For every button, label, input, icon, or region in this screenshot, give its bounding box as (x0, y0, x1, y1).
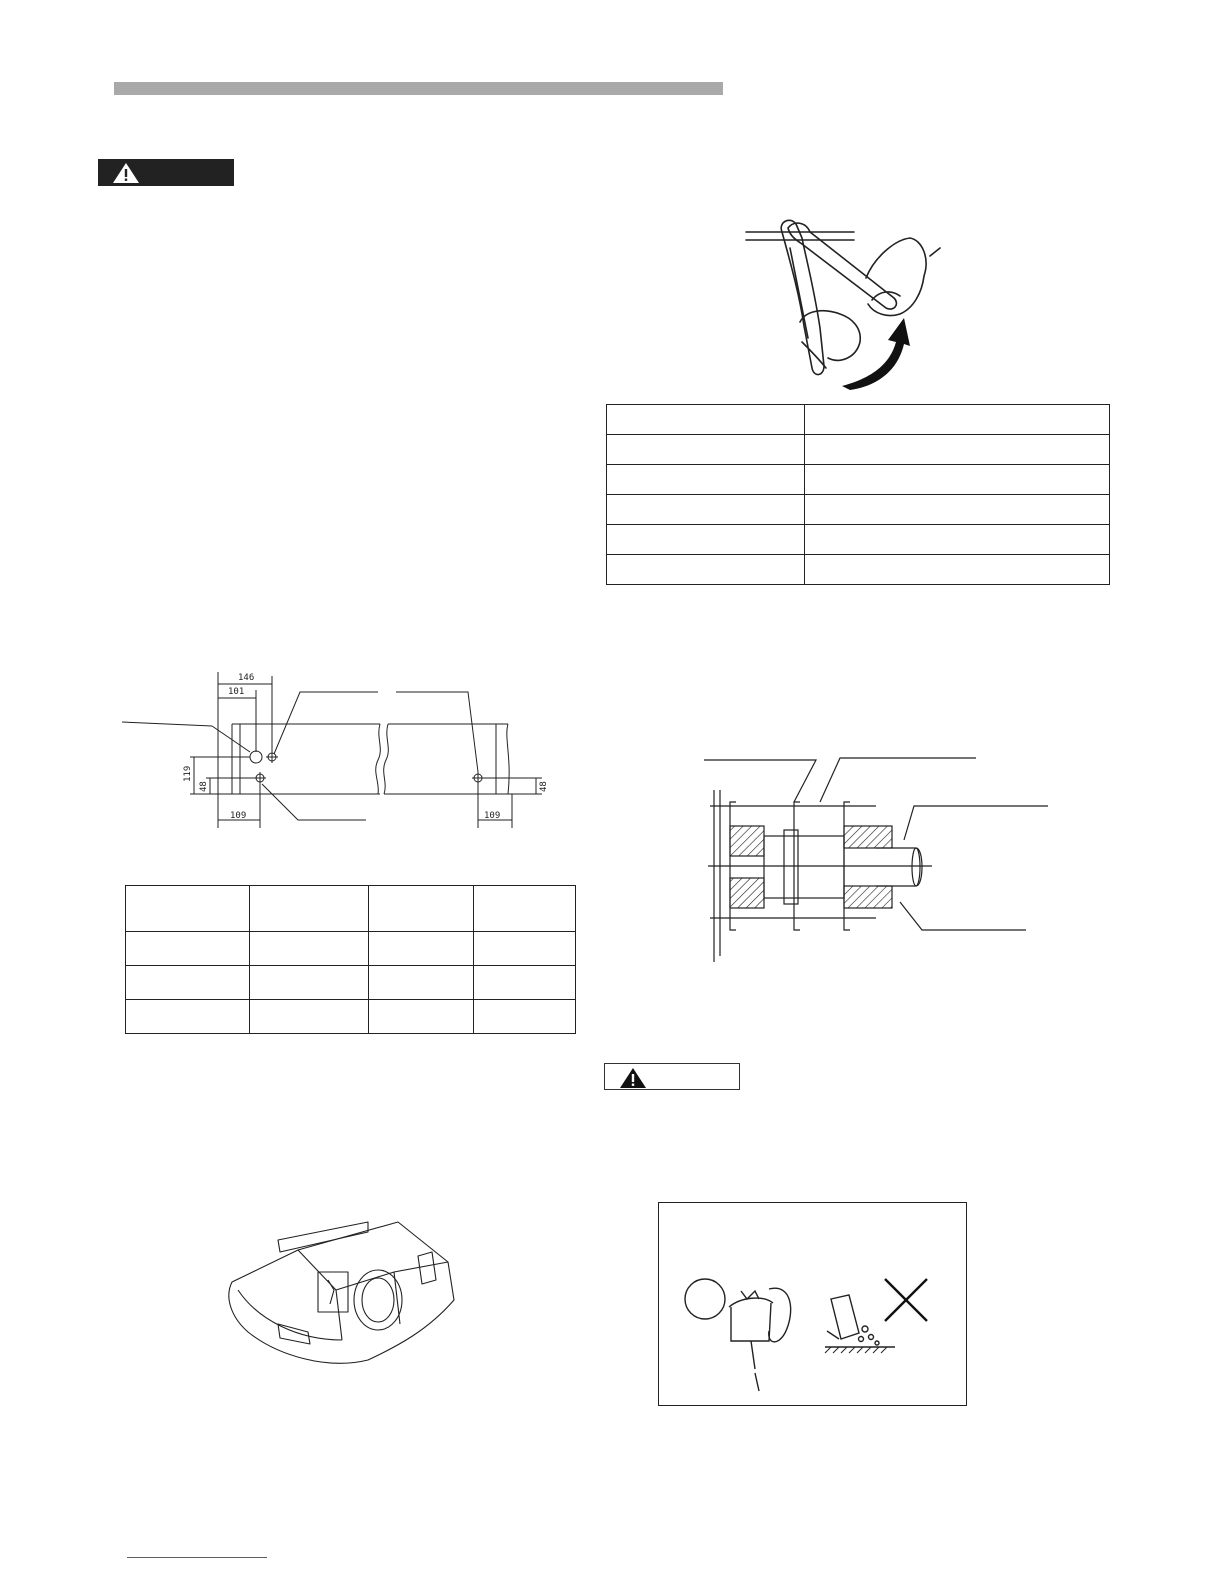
table-cell (250, 932, 369, 966)
dimension-109-right: 109 (484, 811, 501, 821)
table-row (126, 932, 576, 966)
indoor-unit-illustration (218, 1220, 458, 1368)
table-cell (126, 1000, 250, 1034)
warning-triangle-icon (619, 1067, 647, 1089)
table-row (126, 966, 576, 1000)
dimension-48-left: 48 (199, 781, 209, 792)
table-row (607, 435, 1110, 465)
dimension-146: 146 (238, 673, 255, 683)
table-cell (607, 495, 805, 525)
table-cell (126, 932, 250, 966)
dimension-109-left: 109 (230, 811, 247, 821)
table-cell (126, 886, 250, 932)
torque-table (606, 404, 1110, 585)
table-row (607, 405, 1110, 435)
table-row (126, 1000, 576, 1034)
flare-joint-section-drawing (700, 750, 1052, 964)
table-cell (474, 886, 576, 932)
table-cell (250, 1000, 369, 1034)
table-cell (369, 966, 474, 1000)
table-cell (805, 405, 1110, 435)
table-row (607, 555, 1110, 585)
table-row (607, 525, 1110, 555)
correct-incorrect-panel (658, 1202, 967, 1406)
table-cell (607, 435, 805, 465)
table-cell (126, 966, 250, 1000)
table-cell (369, 932, 474, 966)
table-cell (805, 525, 1110, 555)
table-cell (369, 886, 474, 932)
dimension-119: 119 (183, 765, 193, 782)
footer-link-underline[interactable] (127, 1557, 267, 1558)
table-row (607, 465, 1110, 495)
caution-badge (604, 1063, 740, 1090)
x-mark-icon (885, 1279, 927, 1321)
table-cell (474, 1000, 576, 1034)
section-header-bar (114, 82, 723, 95)
table-cell (250, 886, 369, 932)
table-cell (250, 966, 369, 1000)
warning-badge (98, 159, 234, 186)
table-cell (474, 966, 576, 1000)
table-cell (607, 555, 805, 585)
hanger-bolt-dimension-drawing (122, 668, 552, 830)
table-row (607, 495, 1110, 525)
dimension-101: 101 (228, 687, 245, 697)
table-cell (607, 525, 805, 555)
table-cell (805, 465, 1110, 495)
table-row (126, 886, 576, 932)
dimension-48-right: 48 (539, 781, 549, 792)
circle-ok-icon (685, 1279, 725, 1319)
table-cell (607, 405, 805, 435)
table-cell (607, 465, 805, 495)
warning-triangle-icon (112, 162, 140, 184)
bolt-table (125, 885, 576, 1034)
table-cell (369, 1000, 474, 1034)
wrench-tightening-illustration (744, 218, 944, 390)
table-cell (805, 555, 1110, 585)
panel-drawing (659, 1203, 966, 1405)
table-cell (805, 495, 1110, 525)
table-cell (805, 435, 1110, 465)
table-cell (474, 932, 576, 966)
